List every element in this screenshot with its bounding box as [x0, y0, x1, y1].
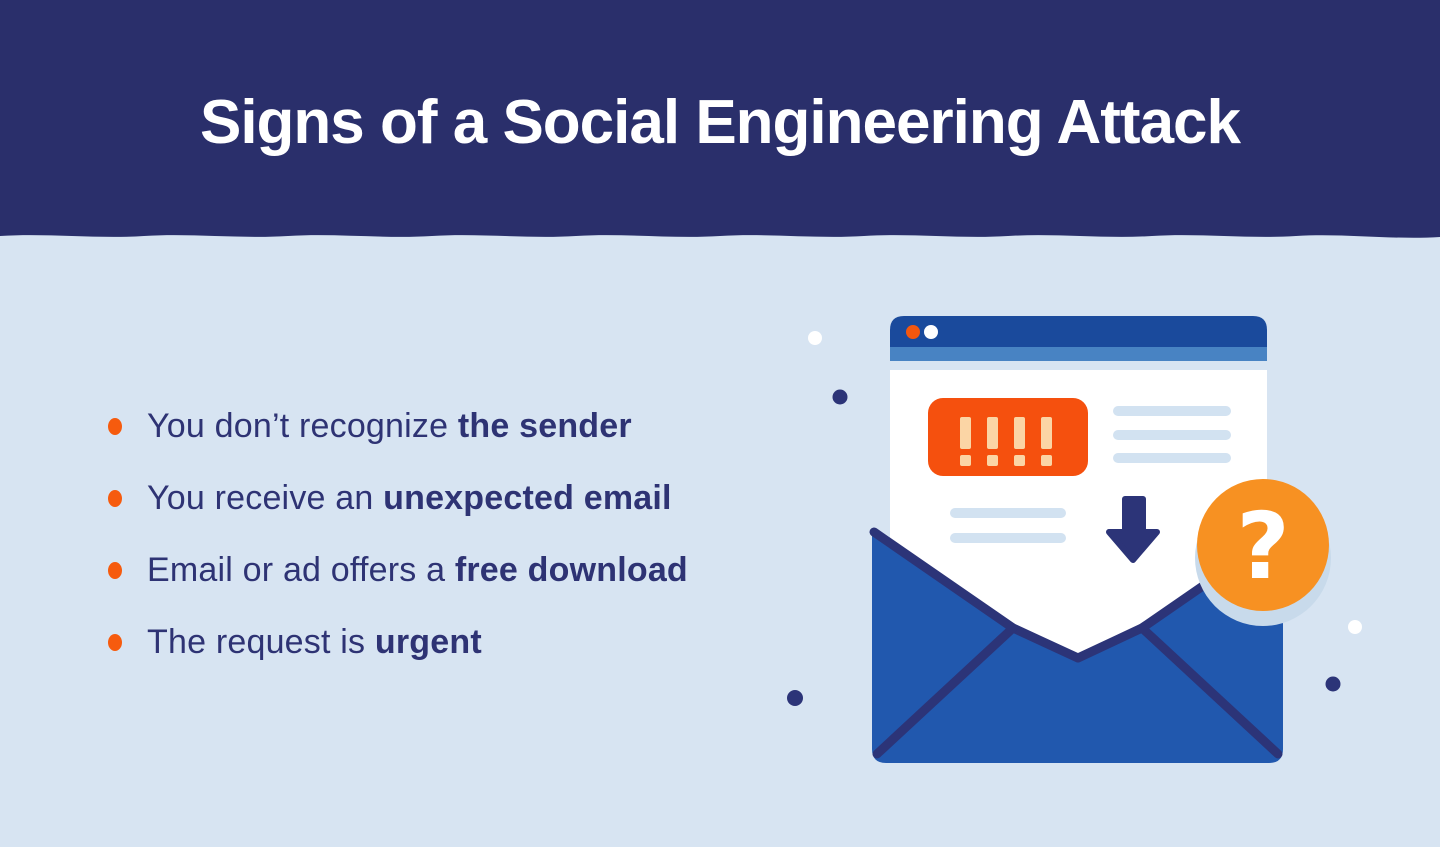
warning-sign-list [108, 404, 688, 692]
bullet-icon [108, 634, 122, 651]
bullet-icon [108, 418, 122, 435]
sign-text-emphasis: free download [454, 550, 688, 589]
window-dot-orange-icon [906, 325, 920, 339]
sign-text-emphasis: the sender [457, 406, 632, 445]
decor-dot-navy [787, 690, 803, 706]
sign-text-emphasis: urgent [374, 622, 482, 661]
browser-window [890, 316, 1267, 361]
alert-badge-box [928, 398, 1088, 476]
page-title: Signs of a Social Engineering Attack [199, 87, 1241, 157]
header-band [0, 0, 1440, 230]
text-line [1113, 430, 1231, 440]
sign-text [147, 479, 672, 518]
sign-text-prefix: Email or ad offers a [147, 550, 455, 589]
sign-text-emphasis: unexpected email [383, 478, 672, 517]
sign-text [147, 407, 632, 446]
sign-text-prefix: You receive an [147, 478, 384, 517]
list-item [108, 476, 688, 520]
browser-toolbar-strip [890, 347, 1267, 361]
decor-dot-navy [833, 390, 848, 405]
window-dot-white-icon [924, 325, 938, 339]
sign-text-prefix: You don’t recognize [147, 406, 458, 445]
text-line [1113, 453, 1231, 463]
decor-dot-navy [1326, 677, 1341, 692]
text-line [1113, 406, 1231, 416]
list-item [108, 404, 688, 448]
question-mark-icon: ? [1236, 493, 1290, 600]
alert-badge [928, 398, 1088, 476]
bullet-icon [108, 562, 122, 579]
header-wave-divider [0, 230, 1440, 244]
browser-title-bar [890, 316, 1267, 347]
suspicious-email-illustration [780, 290, 1400, 790]
decor-dot-white [1348, 620, 1362, 634]
text-line [950, 508, 1066, 518]
text-line [950, 533, 1066, 543]
decor-dot-white [808, 331, 822, 345]
list-item [108, 548, 688, 592]
bullet-icon [108, 490, 122, 507]
question-badge [1195, 479, 1331, 626]
sign-text [147, 551, 688, 590]
sign-text [147, 623, 482, 662]
list-item [108, 620, 688, 664]
sign-text-prefix: The request is [147, 622, 375, 661]
